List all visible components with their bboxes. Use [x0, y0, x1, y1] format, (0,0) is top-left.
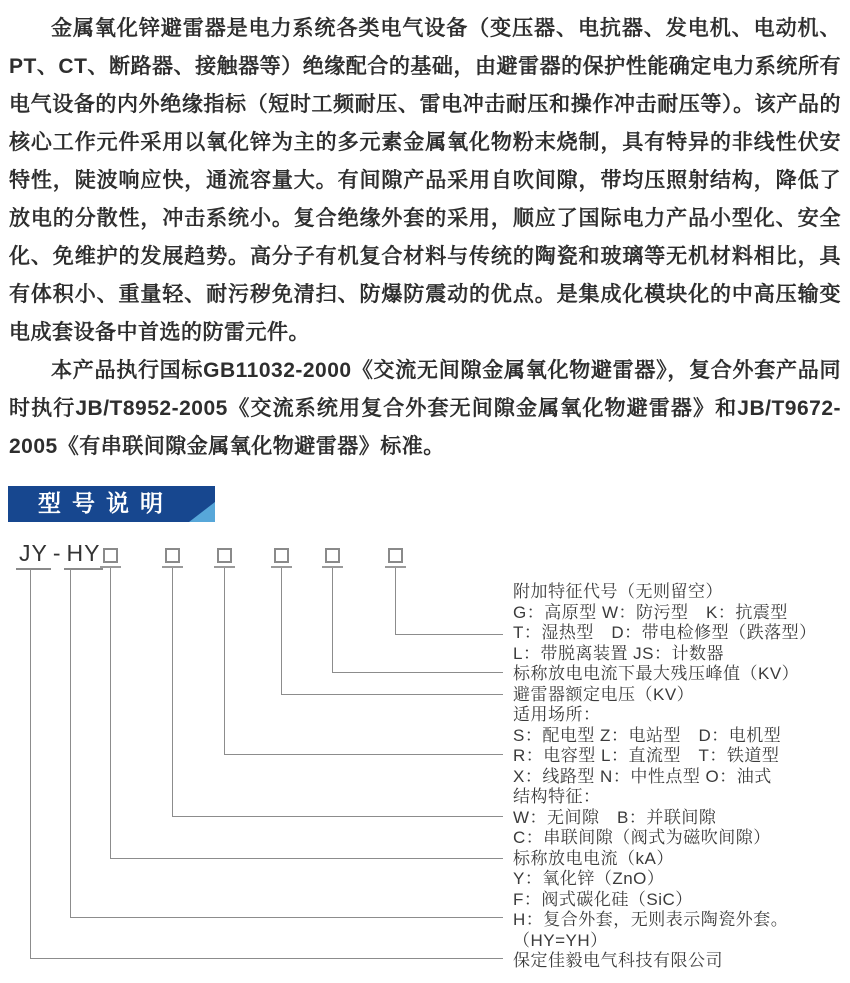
intro-paragraph-1: 金属氧化锌避雷器是电力系统各类电气设备（变压器、电抗器、发电机、电动机、PT、CT、断路器、接触器等）绝缘配合的基础，由避雷器的保护性能确定电力系统所有电气设备的内外绝缘指标（短时工频耐压、雷电冲击耐压和操作冲击耐压等）。该产品的核心工作元件采用以氧化锌为主的多元素金属氧化物粉末烧制，具有特异的非线性伏安特性，陡波响应快，通流容量大。有间隙产品采用自吹间隙，带均压照射结构，降低了放电的分散性，冲击系统小。复合绝缘外套的采用，顺应了国际电力产品小型化、安全化、免维护的发展趋势。高分子有机复合材料与传统的陶瓷和玻璃等无机材料相比，具有体积小、重量轻、耐污秽免清扫、防爆防震动的优点。是集成化模块化的中高压输变电成套设备中首选的防雷元件。	[9, 17, 841, 344]
model-separator: -	[52, 540, 62, 566]
model-code	[16, 540, 103, 570]
legend-line: 标称放电电流（kA）	[513, 848, 674, 868]
legend-line: T：湿热型 D：带电检修型（跌落型）	[513, 623, 817, 642]
legend-line: 标称放电电流下最大残压峰值（KV）	[513, 664, 800, 683]
legend-line: L：带脱离装置 JS：计数器	[513, 643, 725, 663]
legend-line: C：串联间隙（阀式为磁吹间隙）	[513, 828, 771, 847]
legend-line: 附加特征代号（无则留空）	[513, 582, 723, 601]
model-code-legend	[513, 582, 848, 972]
box-outline-icon	[165, 548, 180, 563]
model-placeholder-box-4	[271, 548, 292, 568]
legend-line: G：高原型 W：防污型 K：抗震型	[513, 602, 788, 622]
legend-line: 结构特征：	[513, 787, 601, 806]
legend-line: H：复合外套，无则表示陶瓷外套。	[513, 910, 789, 929]
box-outline-icon	[274, 548, 289, 563]
model-prefix: JY	[16, 540, 51, 570]
connector-box6-to-extra-feature	[395, 568, 503, 635]
box-outline-icon	[388, 548, 403, 563]
model-placeholder-box-5	[322, 548, 343, 568]
legend-line: X：线路型 N：中性点型 O：油式	[513, 766, 772, 786]
intro-paragraph-2: 本产品执行国标GB11032-2000《交流无间隙金属氧化物避雷器》，复合外套产品同时执行JB/T8952-2005《交流系统用复合外套无间隙金属氧化物避雷器》和JB/T9672-2005《有串联间隙金属氧化物避雷器》标准。	[9, 359, 841, 458]
legend-line: （HY=YH）	[513, 930, 608, 950]
model-placeholder-box-6	[385, 548, 406, 568]
model-placeholder-box-3	[214, 548, 235, 568]
box-outline-icon	[217, 548, 232, 563]
intro-text-block	[9, 10, 841, 466]
box-outline-icon	[103, 548, 118, 563]
model-material-code: HY	[64, 540, 104, 570]
section-banner	[8, 486, 215, 522]
box-outline-icon	[325, 548, 340, 563]
legend-line: W：无间隙 B：并联间隙	[513, 807, 717, 827]
model-placeholder-box-2	[162, 548, 183, 568]
model-placeholder-box-1	[100, 548, 121, 568]
section-title: 型号说明	[38, 490, 174, 516]
legend-line: Y：氧化锌（ZnO）	[513, 869, 665, 888]
legend-line: 适用场所：	[513, 705, 601, 724]
legend-line: R：电容型 L：直流型 T：铁道型	[513, 746, 780, 765]
legend-line: S：配电型 Z：电站型 D：电机型	[513, 725, 782, 745]
legend-line: F：阀式碳化硅（SiC）	[513, 889, 693, 909]
legend-line: 避雷器额定电压（KV）	[513, 684, 695, 704]
legend-line: 保定佳毅电气科技有限公司	[513, 951, 723, 970]
